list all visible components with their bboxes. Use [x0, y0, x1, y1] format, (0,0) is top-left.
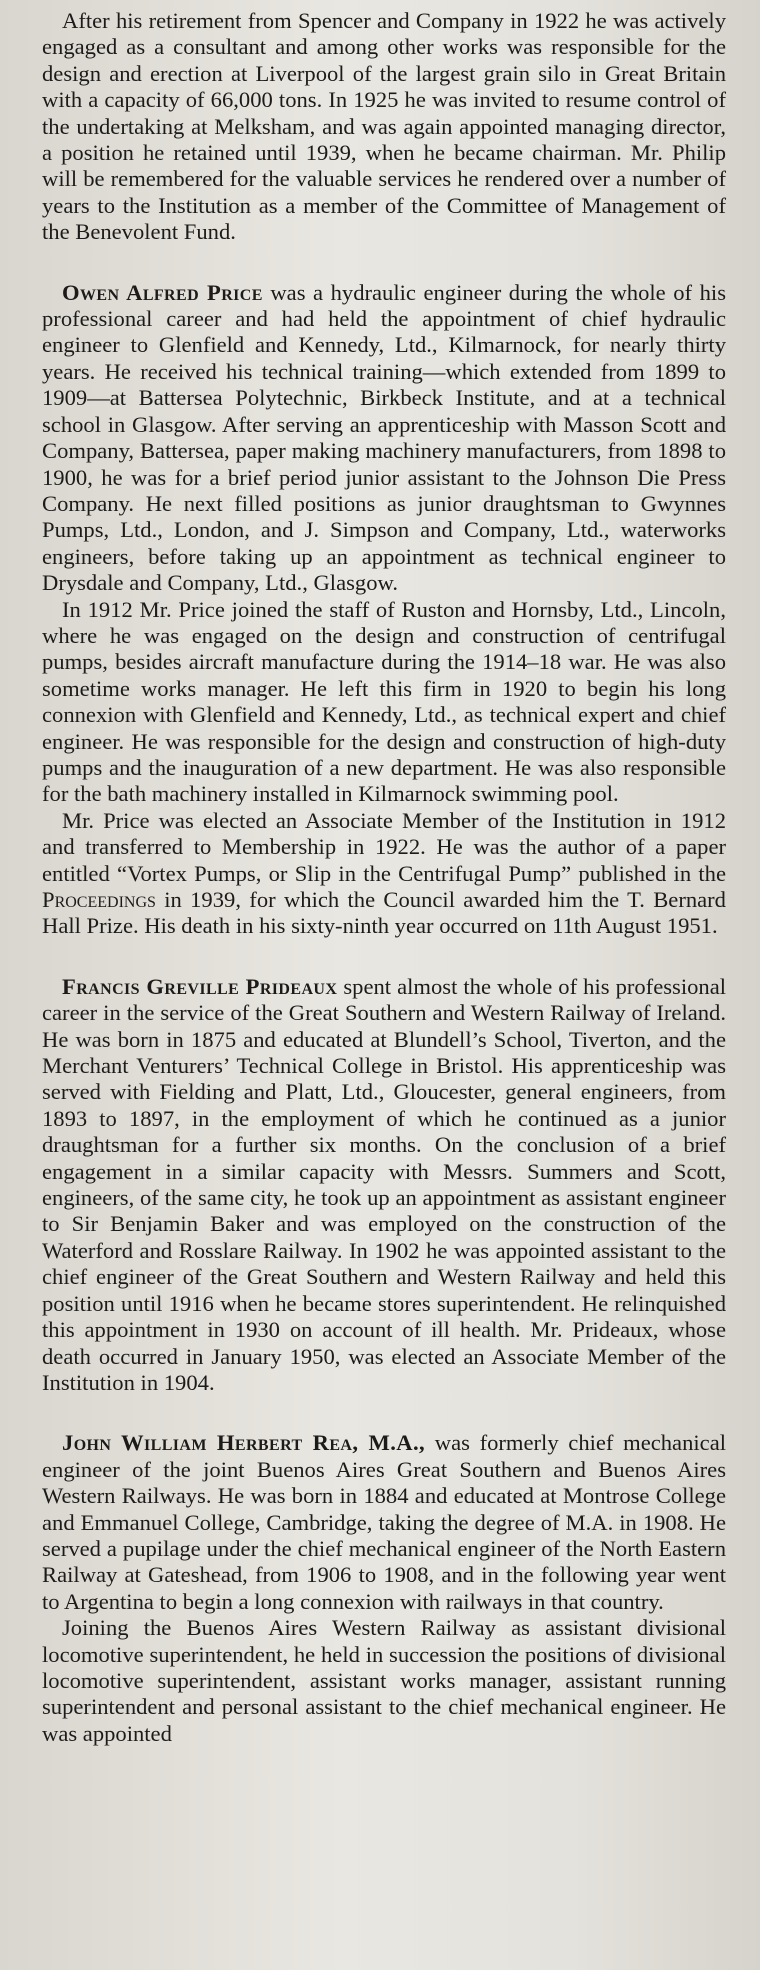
proceedings-title: Proceedings [42, 887, 156, 912]
person-name: Francis Greville Prideaux [62, 973, 338, 999]
paragraph-text: was formerly chief mechanical engineer of the joint Buenos Aires Great Southern and Buenos Aires Western Railways. He was born in 1884 and educated at Montrose College and Emmanuel College, Cambridge, taking the degree of M.A. in 1908. He served a pupilage under the chief mechanical engineer of the North Eastern Railway at Gateshead, from 1906 to 1908, and in the following year went to Argentina to begin a long connexion with railways in that country. [42, 1430, 726, 1614]
paragraph [42, 974, 726, 1397]
person-name: John William Herbert Rea, M.A., [62, 1430, 426, 1456]
obituary-entry-philip [42, 8, 726, 246]
paragraph [42, 8, 726, 246]
obituary-entry-prideaux [42, 974, 726, 1397]
paragraph [42, 597, 726, 808]
paragraph-text: in 1939, for which the Council awarded him the T. Bernard Hall Prize. His death in his sixty-ninth year occurred on 11th August 1951. [42, 887, 726, 939]
paragraph-text: Joining the Buenos Aires Western Railway as assistant divisional locomotive superintendent, he held in succession the positions of divisional locomotive superintendent, assistant works manager, assistant running superintendent and personal assistant to the chief mechanical engineer. He was appointed [42, 1615, 726, 1746]
paragraph-text: After his retirement from Spencer and Company in 1922 he was actively engaged as a consultant and among other works was responsible for the design and erection at Liverpool of the largest grain silo in Great Britain with a capacity of 66,000 tons. In 1925 he was invited to resume control of the undertaking at Melksham, and was again appointed managing director, a position he retained until 1939, when he became chairman. Mr. Philip will be remembered for the valuable services he rendered over a number of years to the Institution as a member of the Committee of Management of the Benevolent Fund. [42, 8, 726, 245]
obituary-entry-price [42, 280, 726, 940]
person-name: Owen Alfred Price [62, 279, 263, 305]
obituary-entry-rea [42, 1430, 726, 1747]
paragraph [42, 1430, 726, 1615]
paragraph-text: In 1912 Mr. Price joined the staff of Ruston and Hornsby, Ltd., Lincoln, where he was engaged on the design and construction of centrifugal pumps, besides aircraft manufacture during the 1914–18 war. He was also sometime works manager. He left this firm in 1920 to begin his long connexion with Glenfield and Kennedy, Ltd., as technical expert and chief engineer. He was responsible for the design and construction of high-duty pumps and the inauguration of a new department. He was also responsible for the bath machinery installed in Kilmarnock swimming pool. [42, 596, 726, 807]
paragraph-text: spent almost the whole of his professional career in the service of the Great Southern and Western Railway of Ireland. He was born in 1875 and educated at Blundell’s School, Tiverton, and the Merchant Venturers’ Technical College in Bristol. His apprenticeship was served with Fielding and Platt, Ltd., Gloucester, general engineers, from 1893 to 1897, in the employment of which he continued as a junior draughtsman for a further six months. On the conclusion of a brief engagement in a similar capacity with Messrs. Summers and Scott, engineers, of the same city, he took up an appointment as assistant engineer to Sir Benjamin Baker and was employed on the construction of the Waterford and Rosslare Railway. In 1902 he was appointed assistant to the chief engineer of the Great Southern and Western Railway and held this position until 1916 when he became stores superintendent. He relinquished this appointment in 1930 on account of ill health. Mr. Prideaux, whose death occurred in January 1950, was elected an Associate Member of the Institution in 1904. [42, 973, 726, 1395]
paragraph [42, 280, 726, 597]
paragraph [42, 808, 726, 940]
paragraph [42, 1615, 726, 1747]
paragraph-text: was a hydraulic engineer during the whole of his professional career and had held the appointment of chief hydraulic engineer to Glenfield and Kennedy, Ltd., Kilmarnock, for nearly thirty years. He received his technical training—which extended from 1899 to 1909—at Battersea Polytechnic, Birkbeck Institute, and at a technical school in Glasgow. After serving an apprenticeship with Masson Scott and Company, Battersea, paper making machinery manufacturers, from 1898 to 1900, he was for a brief period junior assistant to the Johnson Die Press Company. He next filled positions as junior draughtsman to Gwynnes Pumps, Ltd., London, and J. Simpson and Company, Ltd., waterworks engineers, before taking up an appointment as technical engineer to Drysdale and Company, Ltd., Glasgow. [42, 279, 726, 596]
paragraph-text: Mr. Price was elected an Associate Member of the Institution in 1912 and transferred to Membership in 1922. He was the author of a paper entitled “Vortex Pumps, or Slip in the Centrifugal Pump” published in the [42, 807, 726, 886]
